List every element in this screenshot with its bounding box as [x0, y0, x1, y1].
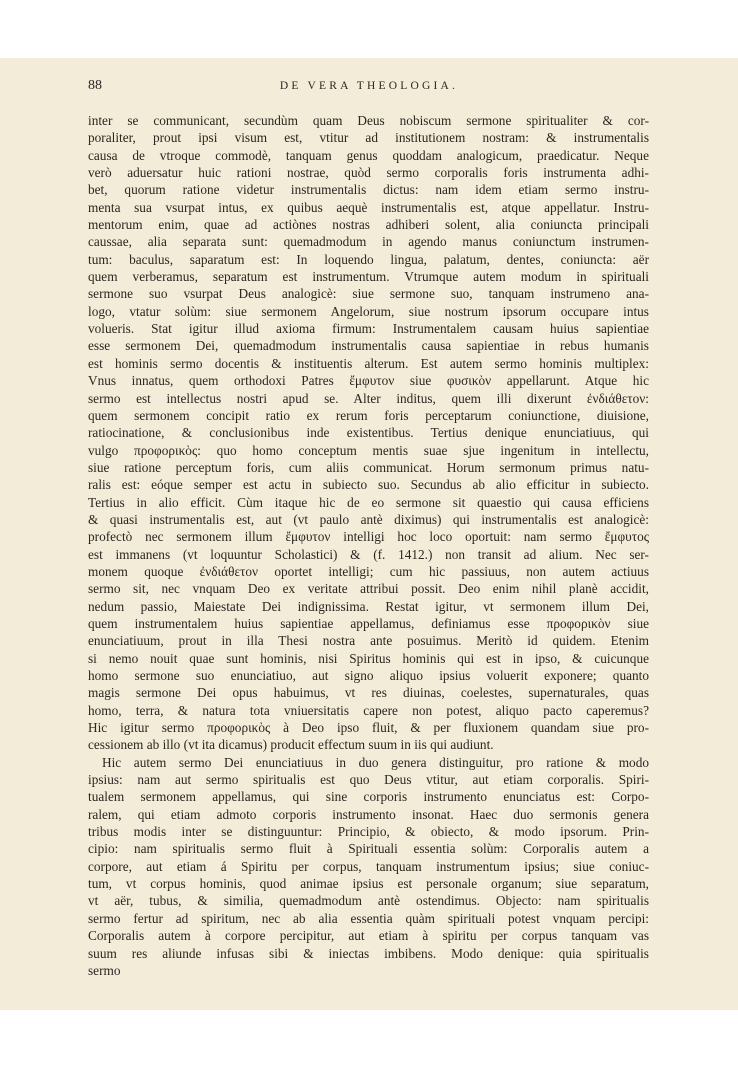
text-line: ratiocinatione, & conclusionibus inde existentibus. Tertius denique enunciatiuus, qui	[88, 425, 649, 441]
text-line: sermo sit, nec vnquam Deo ex veritate attribui possit. Deo enim nihil planè accidit,	[88, 581, 649, 597]
text-line: tualem sermonem appellamus, qui sine corporis instrumento enunciatus est: Corpo-	[88, 789, 649, 805]
text-line: Tertius in alio efficit. Cùm itaque hic de eo sermone sit quaestio qui causa efficiens	[88, 494, 649, 510]
text-line: tum, vt corpus hominis, quod animae ipsius est personale organum; siue separatum,	[88, 876, 649, 892]
text-line: quem instrumentalem huius sapientiae appellamus, definiamus esse προφορικὸν siue	[88, 615, 649, 631]
text-line: magis sermone Dei opus habuimus, vt res diuinas, coelestes, supernaturales, quas	[88, 685, 649, 701]
page-number: 88	[88, 78, 102, 93]
text-line: est immanens (vt loquuntur Scholastici) & (f. 1412.) non transit ad alium. Nec ser-	[88, 546, 649, 562]
text-line: ralis est: eóque semper est actu in subiecto suo. Secundus ab alio efficitur in subiecto.	[88, 477, 649, 493]
text-line: homo sermone suo enunciatiuo, aut signo aliquo ipsius voluerit exponere; quanto	[88, 668, 649, 683]
text-line: volueris. Stat igitur illud axioma firmum: Instrumentalem causam huius sapientiae	[88, 321, 649, 337]
text-line: sermo fertur ad spiritum, nec ab alia essentia quàm spirituali potest vnquam percipi:	[88, 910, 649, 926]
text-line: corpore, aut etiam á Spiritu per corpus, tanquam instrumentum ipsius; siue coniuc-	[88, 858, 649, 874]
text-line: suum res aliunde infusas sibi & iniectas imbibens. Modo denique: quia spiritualis	[88, 945, 649, 961]
catchword	[88, 979, 649, 996]
text-line: sermo est intellectus nostri apud se. Alter inditus, quem illi dixerunt ἐνδιάθετον:	[88, 390, 649, 406]
text-line: vt aër, tubus, & similia, quemadmodum antè ostendimus. Objecto: nam spiritualis	[88, 893, 649, 909]
text-line: Hic igitur sermo προφορικὸς à Deo ipso fluit, & per fluxionem quandam siue pro-	[88, 720, 649, 736]
text-line: ralem, qui etiam admoto corporis instrumento insonat. Haec duo sermonis genera	[88, 806, 649, 822]
text-line: verò aduersatur huic rationi nostrae, quòd sermo corporalis foris instrumenta adhi-	[88, 165, 649, 181]
text-line: tribus modis inter se distinguuntur: Principio, & obiecto, & modo ipsorum. Prin-	[88, 824, 649, 840]
text-line: quem verberamus, separatum est instrumentum. Vtrumque autem modum in spirituali	[88, 269, 649, 285]
text-line: causa de vtroque commodè, tanquam genus quoddam analogicum, praedicatur. Neque	[88, 147, 649, 163]
text-line: est hominis sermo docentis & instituentis alterum. Est autem sermo hominis multiplex:	[88, 355, 649, 371]
text-line: Hic autem sermo Dei enunciatiuus in duo genera distinguitur, pro ratione & modo	[102, 754, 649, 770]
text-line: poraliter, prout ipsi visum est, vtitur ad institutionem nostram: & instrumentalis	[88, 130, 649, 146]
text-line: quem sermonem concipit ratio ex rerum foris perceptarum coniunctione, diuisione,	[88, 407, 649, 423]
running-title: DE VERA THEOLOGIA.	[279, 80, 459, 92]
text-line: profectò nec sermonem illum ἔμφυτον intelligi hoc loco oportuit: nam sermo ἔμφυτος	[88, 529, 649, 545]
running-head	[88, 78, 650, 98]
text-line: mentorum enim, quae ad actiònes nostras adhiberi solent, alia coniuncta principali	[88, 217, 649, 233]
text-line: sermone suo vsurpat Deus analogicè: siue sermone suo, tanquam instrumeno ana-	[88, 286, 649, 302]
text-line: cipio: nam spiritualis sermo fluit à Spirituali essentia solùm: Corporalis autem a	[88, 841, 649, 857]
body-text	[88, 112, 649, 997]
text-line: esse sermonem Dei, quemadmodum instrumentalis causa sapientiae in rebus humanis	[88, 338, 649, 354]
text-line: bet, quorum ratione videtur instrumentalis dictus: nam idem etiam sermo instru-	[88, 182, 649, 198]
text-line: Vnus innatus, quem orthodoxi Patres ἔμφυτον siue φυσικὸν appellarunt. Atque hic	[88, 373, 649, 389]
text-line: enunciatiuum, prout in illa Thesi nostra ante posuimus. Meritò id quidem. Etenim	[88, 633, 649, 649]
text-line: sermo	[88, 962, 121, 978]
text-line: siue ratione perceptum foris, cum aliis communicat. Horum sermonum primus natu-	[88, 459, 649, 475]
text-line: homo, terra, & natura tota vniuersitatis capere non potest, aliquo pacto caperemus?	[88, 702, 649, 718]
text-line: cessionem ab illo (vt ita dicamus) producit effectum suum in iis qui audiunt.	[88, 737, 494, 753]
text-line: inter se communicant, secundùm quam Deus nobiscum sermone spiritualiter & cor-	[88, 113, 649, 128]
text-line: vulgo προφορικὸς: quo homo conceptum mentis suae sjue ingenitum in intellectu,	[88, 442, 649, 458]
book-page	[0, 58, 738, 1010]
text-line: menta sua vsurpat intus, ex quibus aequè instrumentalis est, atque appellatur. Instru-	[88, 199, 649, 215]
text-line: monem quoque ἐνδιάθετον oportet intelligi; cum hic passiuus, non autem actiuus	[88, 563, 649, 579]
text-line: si nemo nouit quae sunt hominis, nisi Spiritus hominis qui est in ipso, & cuicunque	[88, 650, 649, 666]
text-line: & quasi instrumentalis est, aut (vt paulo antè diximus) qui instrumentalis est analogicè:	[88, 511, 649, 527]
text-line: nedum passio, Maiestate Dei indignissima. Restat igitur, vt sermonem illum Dei,	[88, 598, 649, 614]
text-line: Corporalis autem à corpore percipitur, aut etiam à spiritu per corpus tanquam vas	[88, 928, 649, 944]
text-line: caussae, alia separata sunt: quemadmodum in agendo manus coniunctum instrumen-	[88, 234, 649, 250]
text-line: logo, vtatur solùm: siue sermonem Angelorum, siue nostrum ipsorum occupare intus	[88, 303, 649, 319]
text-line: tum: baculus, saparatum est: In loquendo lingua, palatum, dentes, coniuncta: aër	[88, 251, 649, 267]
text-line: ipsius: nam aut sermo spiritualis est quo Deus vtitur, aut etiam corporalis. Spiri-	[88, 772, 649, 788]
